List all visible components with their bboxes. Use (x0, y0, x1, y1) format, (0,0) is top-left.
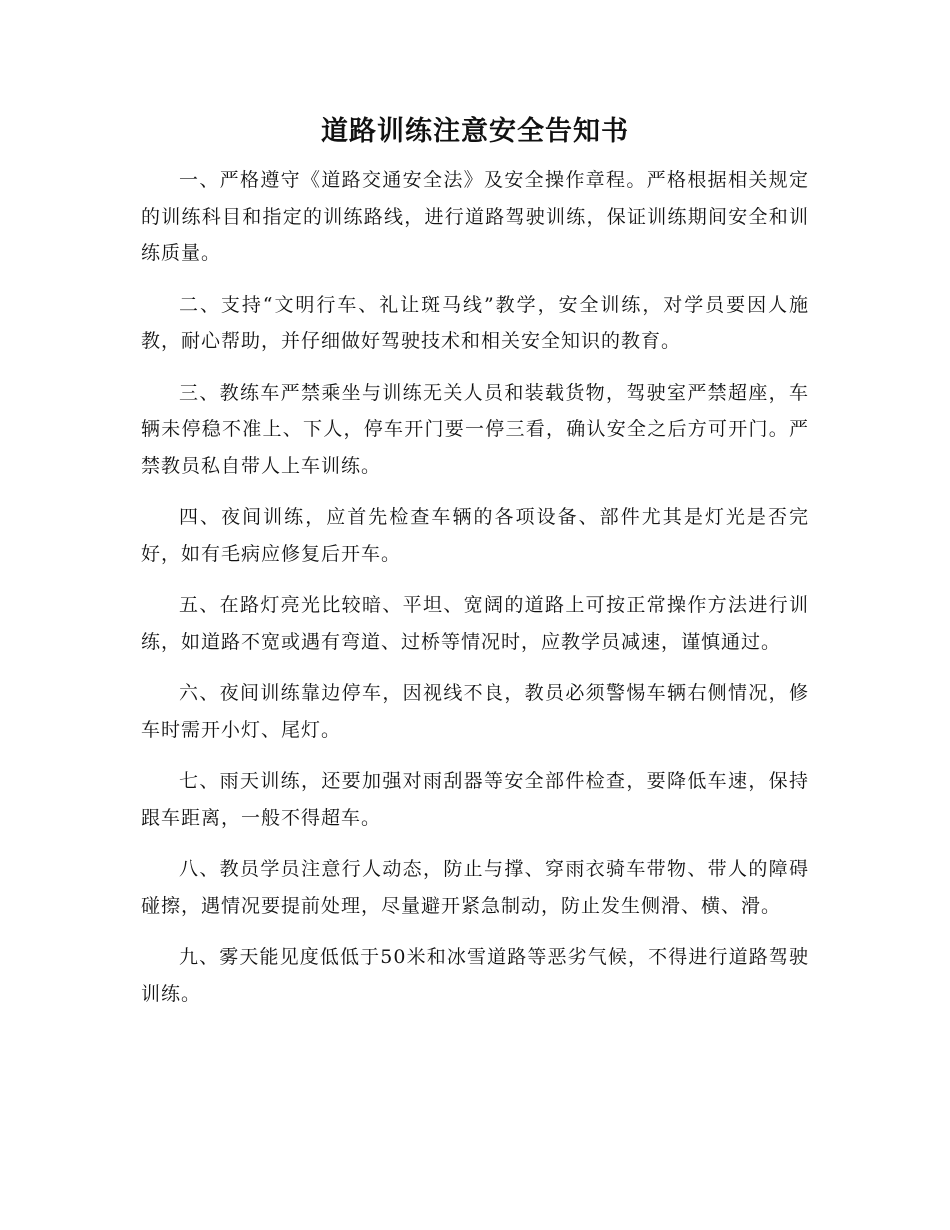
paragraph-9: 九、雾天能见度低低于50米和冰雪道路等恶劣气候，不得进行道路驾驶训练。 (141, 946, 809, 1005)
paragraph-3: 三、教练车严禁乘坐与训练无关人员和装载货物，驾驶室严禁超座，车辆未停稳不准上、下人，停车开门要一停三看，确认安全之后方可开门。严禁教员私自带人上车训练。 (141, 381, 809, 477)
paragraph-7: 七、雨天训练，还要加强对雨刮器等安全部件检查，要降低车速，保持跟车距离，一般不得超车。 (141, 770, 809, 829)
paragraph-8: 八、教员学员注意行人动态，防止与撑、穿雨衣骑车带物、带人的障碍碰擦，遇情况要提前处理，尽量避开紧急制动，防止发生侧滑、横、滑。 (141, 858, 809, 917)
paragraph-6: 六、夜间训练靠边停车，因视线不良，教员必须警惕车辆右侧情况，修车时需开小灯、尾灯。 (141, 682, 809, 741)
document-title: 道路训练注意安全告知书 (321, 116, 629, 147)
paragraph-1: 一、严格遵守《道路交通安全法》及安全操作章程。严格根据相关规定的训练科目和指定的训练路线，进行道路驾驶训练，保证训练期间安全和训练质量。 (141, 169, 809, 264)
paragraph-5: 五、在路灯亮光比较暗、平坦、宽阔的道路上可按正常操作方法进行训练，如道路不宽或遇有弯道、过桥等情况时，应教学员减速，谨慎通过。 (141, 594, 809, 653)
paragraph-4: 四、夜间训练，应首先检查车辆的各项设备、部件尤其是灯光是否完好，如有毛病应修复后开车。 (141, 506, 809, 565)
document-body (141, 162, 809, 1027)
paragraph-2: 二、支持“文明行车、礼让斑马线”教学，安全训练，对学员要因人施教，耐心帮助，并仔细做好驾驶技术和相关安全知识的教育。 (141, 293, 809, 352)
